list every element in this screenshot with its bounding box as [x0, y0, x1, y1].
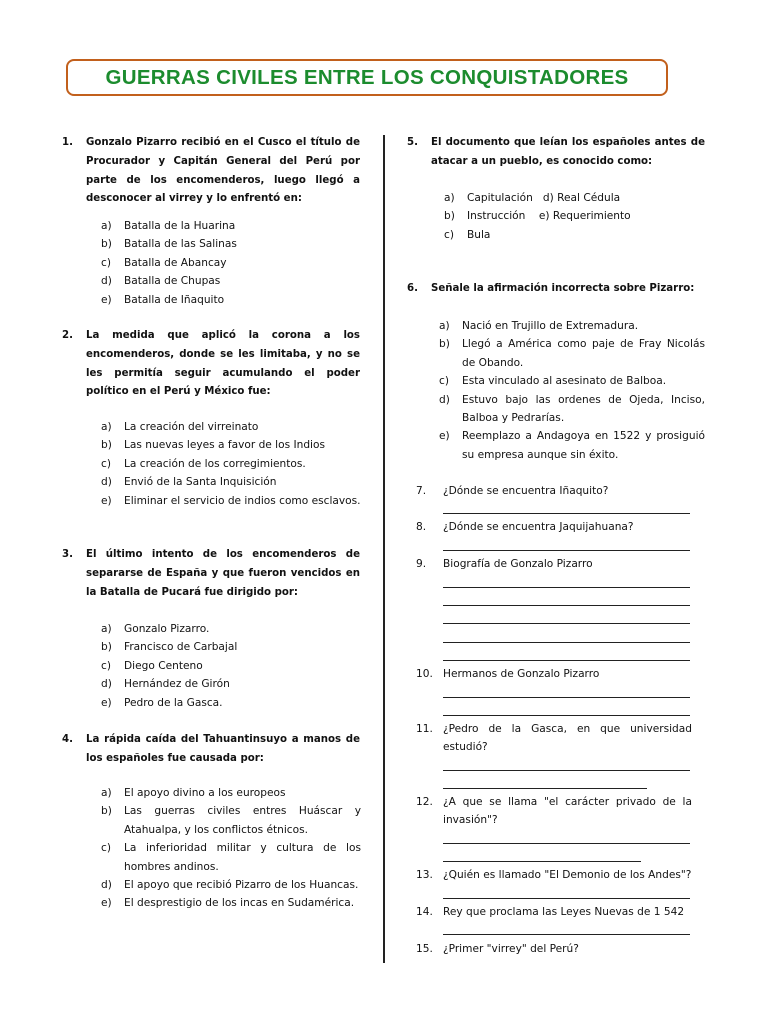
question-text: Biografía de Gonzalo Pizarro	[443, 558, 593, 570]
option[interactable]	[101, 217, 361, 235]
option[interactable]	[444, 207, 694, 225]
option-text: Nació en Trujillo de Extremadura.	[462, 320, 639, 332]
option-letter: e)	[101, 897, 112, 910]
option-text: Gonzalo Pizarro.	[124, 623, 210, 635]
question-text: Señale la afirmación incorrecta sobre Pizarro:	[431, 283, 695, 294]
question-number: 13.	[416, 869, 433, 881]
open-question-10	[416, 665, 692, 683]
option-text: El desprestigio de los incas en Sudamérica.	[124, 897, 355, 910]
column-divider	[383, 135, 385, 963]
answer-line[interactable]	[443, 605, 690, 606]
option[interactable]	[101, 657, 361, 675]
question-3	[62, 546, 360, 602]
options-3	[101, 620, 361, 712]
option-text: Eliminar el servicio de indios como esclavos.	[124, 494, 361, 507]
option-text: La creación del virreinato	[124, 421, 259, 433]
option[interactable]	[101, 492, 361, 510]
option-text: El apoyo que recibió Pizarro de los Huancas.	[124, 879, 359, 892]
option-text: Envió de la Santa Inquisición	[124, 476, 277, 489]
question-text: ¿Primer "virrey" del Perú?	[443, 943, 579, 955]
answer-line[interactable]	[443, 934, 690, 935]
option-letter: b)	[101, 641, 112, 654]
option-text: Batalla de las Salinas	[124, 238, 237, 251]
open-question-15	[416, 940, 692, 958]
open-question-7	[416, 482, 692, 500]
option[interactable]	[444, 189, 694, 207]
option[interactable]	[101, 436, 361, 454]
option[interactable]	[101, 473, 361, 491]
option-text: Bula	[467, 228, 491, 241]
question-text: ¿Pedro de la Gasca, en que universidad estudió?	[443, 723, 692, 754]
options-2	[101, 418, 361, 510]
question-text: Hermanos de Gonzalo Pizarro	[443, 668, 600, 680]
question-text: ¿A que se llama "el carácter privado de la invasión"?	[443, 796, 692, 827]
option-text: Estuvo bajo las ordenes de Ojeda, Inciso, Balboa y Pedrarías.	[462, 393, 705, 425]
option-letter: b)	[439, 338, 450, 351]
question-number: 7.	[416, 485, 427, 497]
option-letter: c)	[101, 256, 111, 269]
option[interactable]	[101, 675, 361, 693]
option[interactable]	[439, 427, 705, 464]
option[interactable]	[101, 802, 361, 839]
answer-line[interactable]	[443, 550, 690, 551]
option-text: Batalla de la Huarina	[124, 220, 236, 232]
open-question-11	[416, 720, 692, 757]
question-2	[62, 327, 360, 402]
question-text: El último intento de los encomenderos de separarse de España y que fueron vencidos en la Batalla de Pucará fue dirigido por:	[86, 549, 360, 598]
option-letter: d)	[101, 275, 112, 288]
question-4	[62, 731, 360, 769]
question-text: La rápida caída del Tahuantinsuyo a manos de los españoles fue causada por:	[86, 734, 360, 764]
question-number: 3.	[62, 549, 73, 560]
option-text: Batalla de Abancay	[124, 256, 227, 269]
answer-line[interactable]	[443, 861, 641, 862]
options-6	[439, 317, 705, 464]
answer-line[interactable]	[443, 513, 690, 514]
answer-line[interactable]	[443, 715, 690, 716]
option[interactable]	[439, 372, 705, 390]
options-5	[444, 189, 694, 244]
option[interactable]	[101, 418, 361, 436]
question-text: El documento que leían los españoles antes de atacar a un pueblo, es conocido como:	[431, 137, 705, 167]
question-number: 8.	[416, 521, 427, 533]
option-letter: c)	[101, 842, 111, 855]
option-text: Capitulación d) Real Cédula	[467, 192, 621, 204]
answer-line[interactable]	[443, 660, 690, 661]
option-letter: d)	[101, 879, 112, 892]
question-number: 6.	[407, 283, 418, 294]
open-question-9	[416, 555, 692, 573]
option-text: La creación de los corregimientos.	[124, 457, 306, 470]
option-letter: b)	[101, 805, 112, 818]
option-letter: c)	[444, 228, 454, 241]
option-letter: e)	[439, 430, 450, 443]
question-number: 5.	[407, 137, 418, 148]
option-text: Las nuevas leyes a favor de los Indios	[124, 439, 325, 452]
title-box	[66, 59, 668, 96]
question-number: 11.	[416, 723, 433, 735]
option-text: Esta vinculado al asesinato de Balboa.	[462, 375, 667, 388]
answer-line[interactable]	[443, 587, 690, 588]
answer-line[interactable]	[443, 697, 690, 698]
option-letter: a)	[439, 320, 450, 332]
option-letter: c)	[101, 457, 111, 470]
option[interactable]	[101, 254, 361, 272]
option-text: Francisco de Carbajal	[124, 641, 238, 654]
option-text: Las guerras civiles entres Huáscar y Atahualpa, y los conflictos étnicos.	[124, 805, 361, 836]
option-text: Diego Centeno	[124, 659, 203, 672]
question-text: ¿Dónde se encuentra Iñaquito?	[443, 485, 609, 497]
option-letter: b)	[444, 210, 455, 223]
option-text: Instrucción e) Requerimiento	[467, 210, 631, 223]
question-number: 9.	[416, 558, 427, 570]
option-letter: a)	[444, 192, 455, 204]
option[interactable]	[101, 694, 361, 712]
question-6	[407, 280, 705, 299]
option-text: Batalla de Iñaquito	[124, 293, 225, 306]
question-text: La medida que aplicó la corona a los encomenderos, donde se les limitaba, y no se les permitía seguir acumulando el poder político en el Perú y México fue:	[86, 330, 360, 398]
question-number: 4.	[62, 734, 73, 745]
answer-line[interactable]	[443, 898, 690, 899]
option-text: Hernández de Girón	[124, 678, 230, 691]
option[interactable]	[101, 620, 361, 638]
question-text: Rey que proclama las Leyes Nuevas de 1 542	[443, 906, 685, 918]
question-number: 10.	[416, 668, 433, 680]
option[interactable]	[439, 391, 705, 428]
open-question-12	[416, 793, 692, 830]
option-text: La inferioridad militar y cultura de los hombres andinos.	[124, 842, 361, 873]
page-title: GUERRAS CIVILES ENTRE LOS CONQUISTADORES	[105, 65, 629, 89]
option[interactable]	[101, 455, 361, 473]
answer-line[interactable]	[443, 623, 690, 624]
open-question-14	[416, 903, 692, 921]
option-text: El apoyo divino a los europeos	[124, 787, 286, 799]
option-letter: b)	[101, 238, 112, 251]
option-text: Llegó a América como paje de Fray Nicolás de Obando.	[462, 338, 705, 369]
option[interactable]	[101, 894, 361, 912]
option-text: Pedro de la Gasca.	[124, 696, 223, 709]
option[interactable]	[101, 235, 361, 253]
open-question-13	[416, 866, 692, 884]
answer-line[interactable]	[443, 770, 690, 771]
option[interactable]	[101, 784, 361, 802]
option-letter: b)	[101, 439, 112, 452]
answer-line[interactable]	[443, 843, 690, 844]
option-letter: d)	[439, 393, 450, 406]
option-letter: e)	[101, 293, 112, 306]
option-letter: c)	[101, 659, 111, 672]
answer-line[interactable]	[443, 642, 690, 643]
option-letter: a)	[101, 421, 112, 433]
option[interactable]	[439, 335, 705, 372]
option-letter: c)	[439, 375, 449, 388]
question-text: ¿Quién es llamado "El Demonio de los Andes"?	[443, 869, 692, 881]
question-number: 15.	[416, 943, 433, 955]
option[interactable]	[101, 839, 361, 876]
option-text: Batalla de Chupas	[124, 275, 221, 288]
answer-line[interactable]	[443, 788, 647, 789]
question-1	[62, 134, 360, 209]
option[interactable]	[444, 226, 694, 244]
question-5	[407, 134, 705, 172]
options-1	[101, 217, 361, 309]
options-4	[101, 784, 361, 913]
open-question-8	[416, 518, 692, 536]
option-letter: e)	[101, 494, 112, 507]
option-letter: d)	[101, 678, 112, 691]
question-text: Gonzalo Pizarro recibió en el Cusco el título de Procurador y Capitán General del Perú por parte de los encomenderos, luego llegó a desconocer al virrey y lo enfrentó en:	[86, 137, 360, 205]
option-letter: a)	[101, 220, 112, 232]
option-letter: d)	[101, 476, 112, 489]
option-letter: a)	[101, 623, 112, 635]
option[interactable]	[101, 291, 361, 309]
question-text: ¿Dónde se encuentra Jaquijahuana?	[443, 521, 634, 533]
option-letter: e)	[101, 696, 112, 709]
question-number: 1.	[62, 137, 73, 148]
question-number: 2.	[62, 330, 73, 341]
option-text: Reemplazo a Andagoya en 1522 y prosiguió su empresa aunque sin éxito.	[462, 430, 705, 461]
option[interactable]	[101, 638, 361, 656]
question-number: 12.	[416, 796, 433, 808]
option-letter: a)	[101, 787, 112, 799]
option[interactable]	[101, 876, 361, 894]
option[interactable]	[439, 317, 705, 335]
option[interactable]	[101, 272, 361, 290]
question-number: 14.	[416, 906, 433, 918]
